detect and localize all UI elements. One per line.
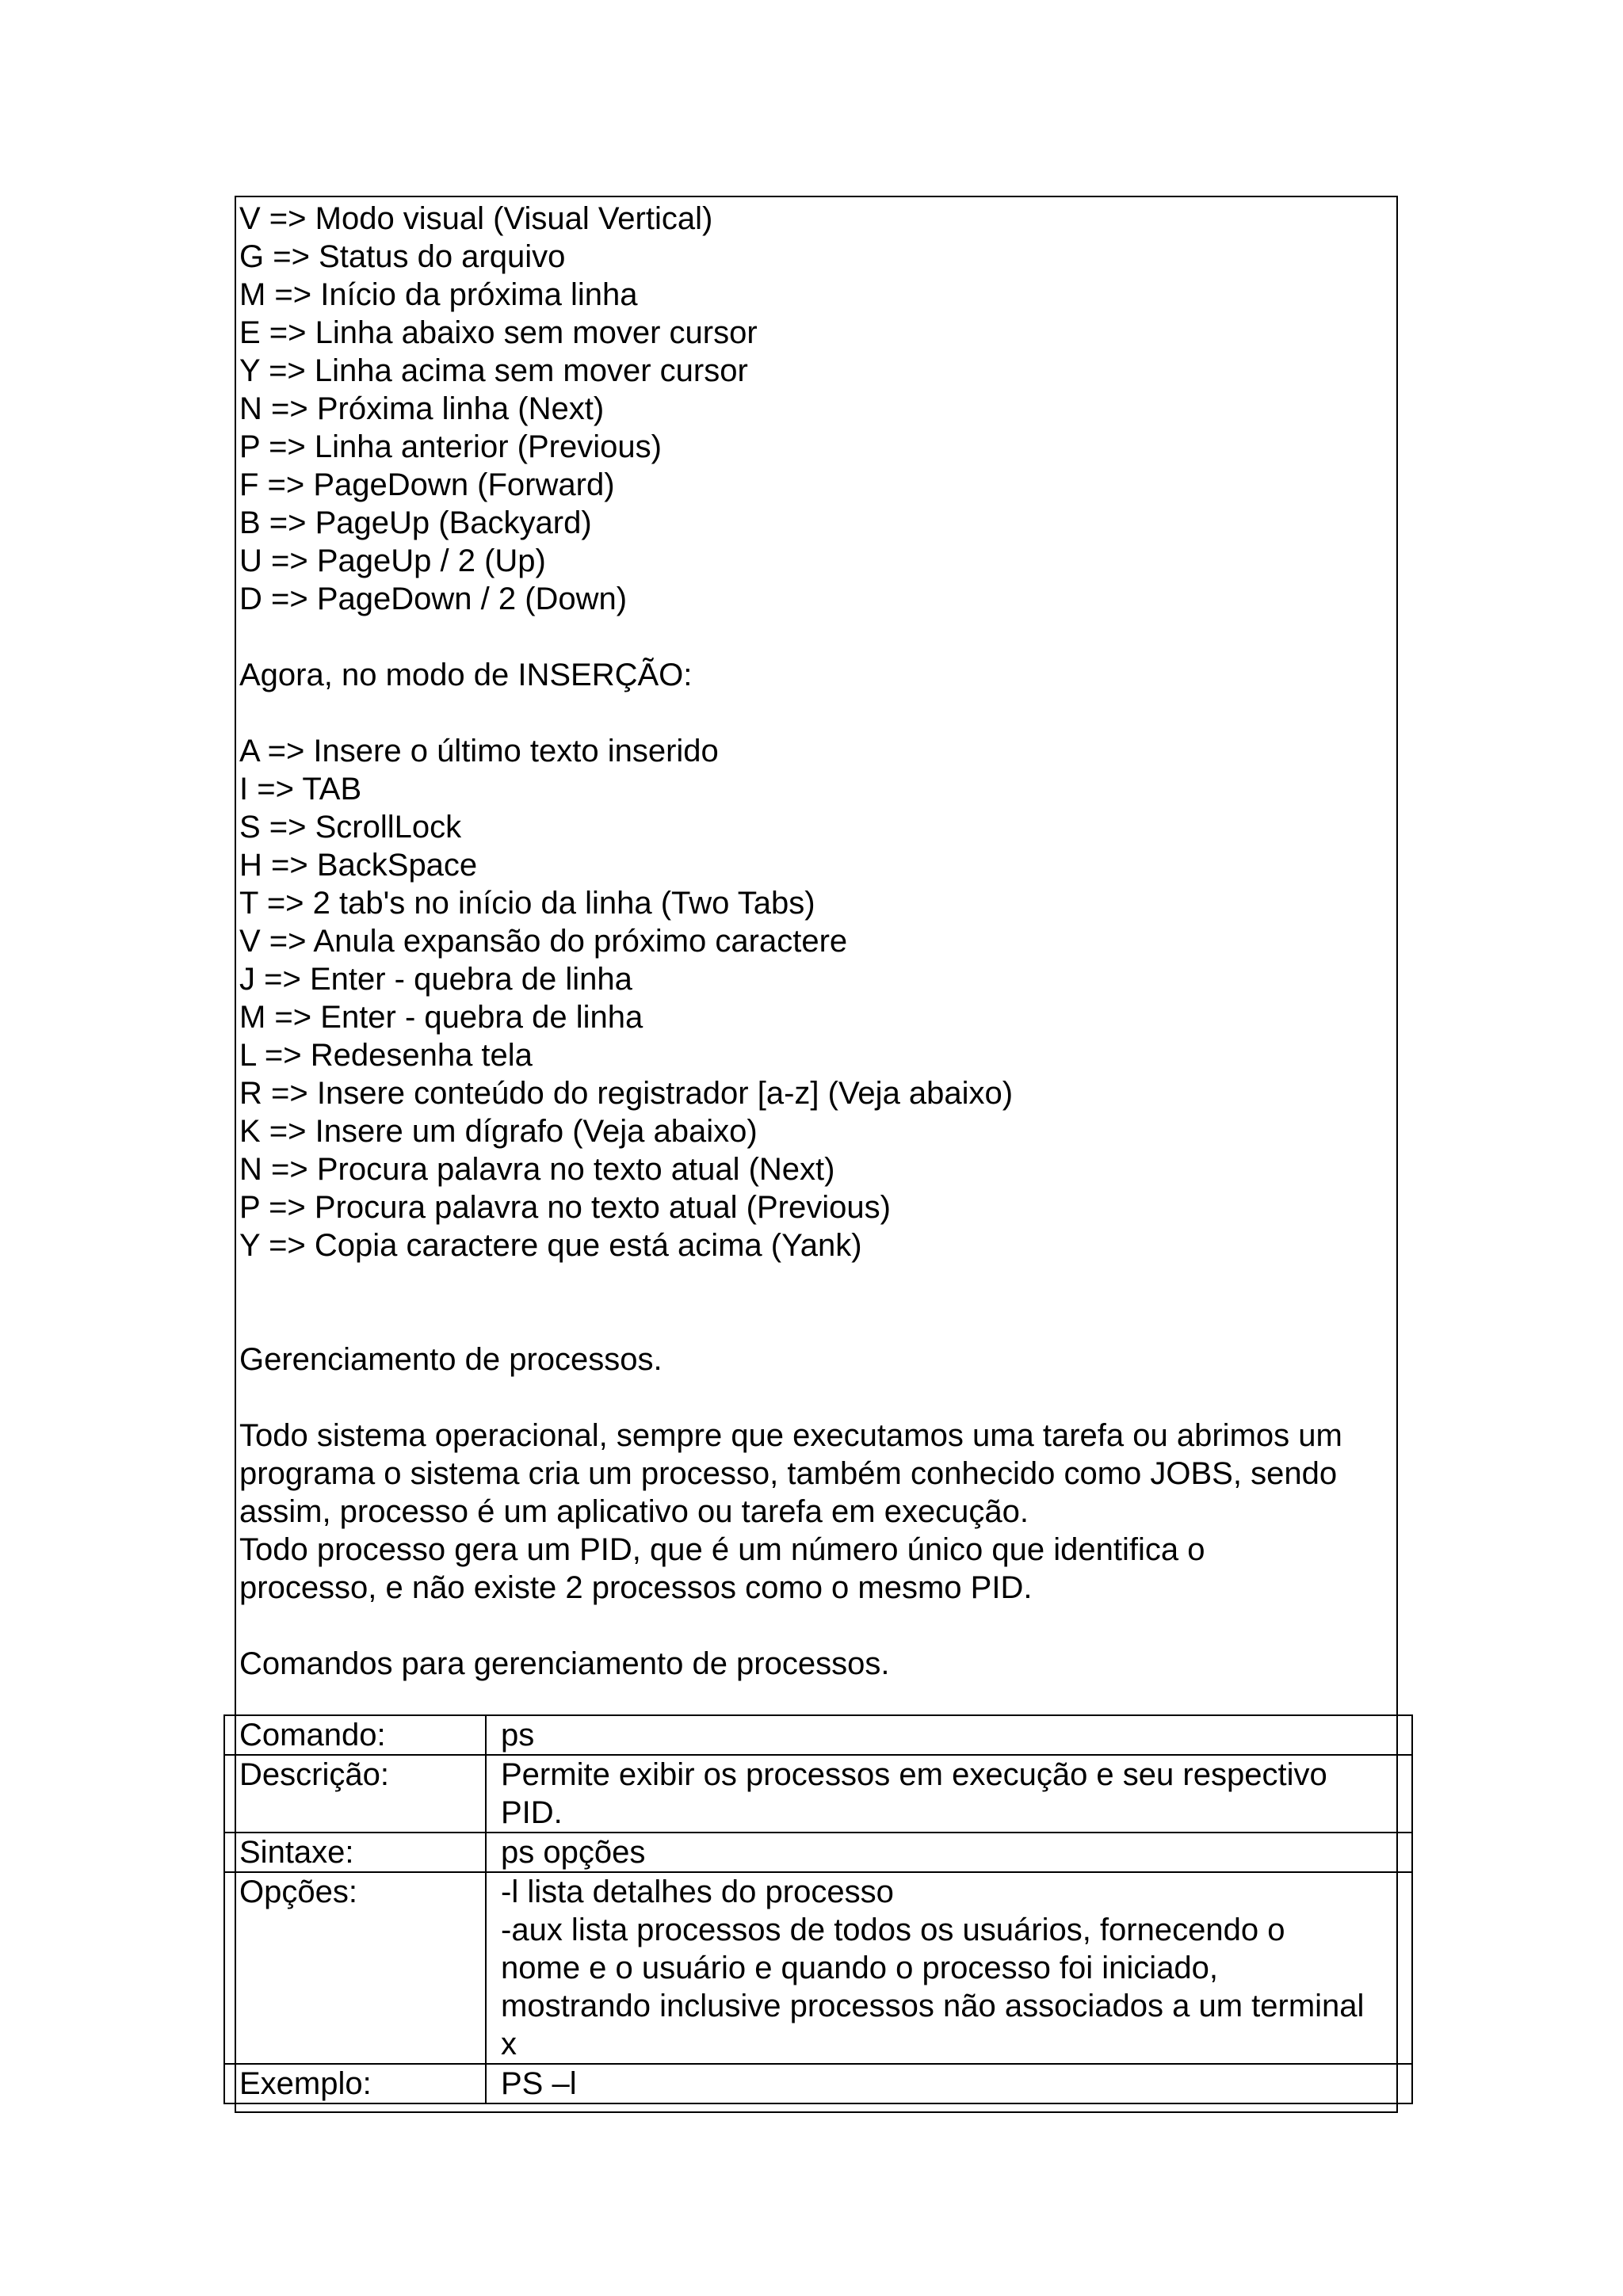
list-item: Y => Copia caractere que está acima (Yank) <box>239 1228 862 1263</box>
descricao-value: Permite exibir os processos em execução e seu respectivo PID. <box>486 1755 1412 1833</box>
list-item: N => Procura palavra no texto atual (Next) <box>239 1152 835 1187</box>
list-item: L => Redesenha tela <box>239 1038 533 1073</box>
table-row <box>224 1833 1412 1872</box>
process-management-heading: Gerenciamento de processos. <box>239 1342 663 1377</box>
comando-value: ps <box>486 1715 1412 1755</box>
process-description-paragraph <box>239 1417 1396 1607</box>
vim-normal-shortcut-list <box>239 200 1396 618</box>
list-item: V => Modo visual (Visual Vertical) <box>239 201 713 236</box>
list-item: T => 2 tab's no início da linha (Two Tabs) <box>239 886 815 921</box>
sintaxe-label: Sintaxe: <box>224 1833 486 1872</box>
list-item: S => ScrollLock <box>239 810 462 845</box>
list-item: E => Linha abaixo sem mover cursor <box>239 315 758 350</box>
table-row <box>224 1872 1412 2064</box>
list-item: Y => Linha acima sem mover cursor <box>239 353 748 388</box>
list-item: F => PageDown (Forward) <box>239 467 615 502</box>
exemplo-value: PS –l <box>486 2064 1412 2103</box>
document-body <box>239 200 1396 1683</box>
list-item: A => Insere o último texto inserido <box>239 734 719 769</box>
insert-mode-heading: Agora, no modo de INSERÇÃO: <box>239 658 693 692</box>
list-item: M => Início da próxima linha <box>239 277 638 312</box>
list-item: V => Anula expansão do próximo caractere <box>239 924 848 959</box>
comando-label: Comando: <box>224 1715 486 1755</box>
list-item: M => Enter - quebra de linha <box>239 1000 643 1035</box>
vim-insert-shortcut-list <box>239 732 1396 1264</box>
list-item: P => Procura palavra no texto atual (Previous) <box>239 1190 891 1225</box>
paragraph-line: programa o sistema cria um processo, também conhecido como JOBS, sendo <box>239 1456 1338 1491</box>
list-item: D => PageDown / 2 (Down) <box>239 582 628 616</box>
paragraph-line: Todo sistema operacional, sempre que executamos uma tarefa ou abrimos um <box>239 1418 1342 1453</box>
list-item: K => Insere um dígrafo (Veja abaixo) <box>239 1114 758 1149</box>
list-item: N => Próxima linha (Next) <box>239 391 605 426</box>
opcoes-value: -l lista detalhes do processo -aux lista processos de todos os usuários, fornecendo o nome e o usuário e quando o processo foi iniciado, mostrando inclusive processos não associados a um terminal x <box>486 1872 1412 2064</box>
list-item: U => PageUp / 2 (Up) <box>239 543 546 578</box>
descricao-label: Descrição: <box>224 1755 486 1833</box>
list-item: J => Enter - quebra de linha <box>239 962 632 997</box>
paragraph-line: Todo processo gera um PID, que é um número único que identifica o <box>239 1532 1205 1567</box>
list-item: R => Insere conteúdo do registrador [a-z] (Veja abaixo) <box>239 1076 1014 1111</box>
list-item: P => Linha anterior (Previous) <box>239 429 662 464</box>
commands-heading: Comandos para gerenciamento de processos. <box>239 1646 890 1681</box>
table-row <box>224 2064 1412 2103</box>
table-row <box>224 1715 1412 1755</box>
paragraph-line: processo, e não existe 2 processos como o mesmo PID. <box>239 1570 1033 1605</box>
paragraph-line: assim, processo é um aplicativo ou tarefa em execução. <box>239 1494 1029 1529</box>
exemplo-label: Exemplo: <box>224 2064 486 2103</box>
list-item: B => PageUp (Backyard) <box>239 505 592 540</box>
list-item: H => BackSpace <box>239 848 478 883</box>
sintaxe-value: ps opções <box>486 1833 1412 1872</box>
list-item: I => TAB <box>239 772 362 807</box>
list-item: G => Status do arquivo <box>239 239 566 274</box>
command-table <box>223 1714 1413 2104</box>
table-row <box>224 1755 1412 1833</box>
opcoes-label: Opções: <box>224 1872 486 2064</box>
